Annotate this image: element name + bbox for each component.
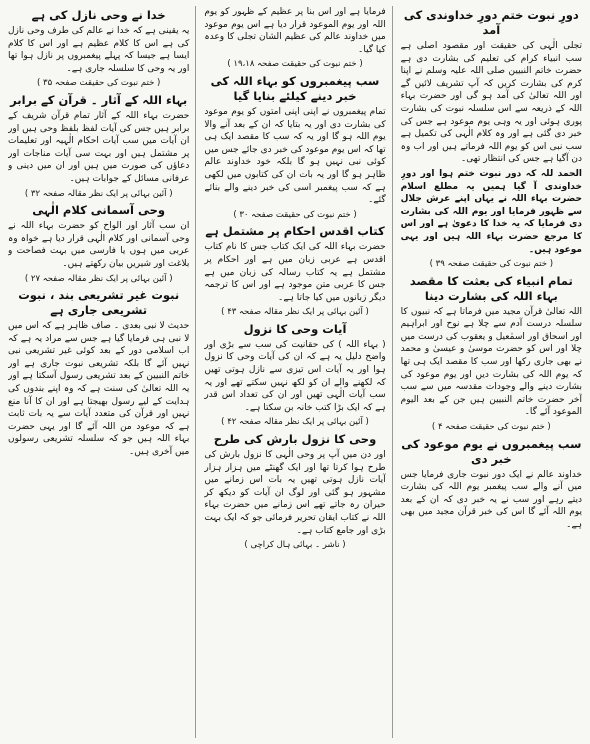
paragraph: تجلی الٰہی کی حقیقت اور مقصود اصلی ہے سب انبیاء کرام کی تعلیم کی بشارت دی ہے حضرت خاتم النبیین صلی اللہ علیہ وسلم نے اپنا کرم کی بشارت کریں کہ آپ تشریف لائیں گے اور اللہ تعالیٰ کی آمد ہو گی اور حضرت بہاء اللہ کے ذریعہ سے اس سلسلہ نبوت کی بشارت پوری ہوئی اور یہ وہی یوم موعود ہے جس کی خبر دی گئی ہے اور وہ کلام الٰہی کی تکمیل ہے سب نبی اس کو یوم اللہ فرماتے ہیں اور اب وہ دن آگیا ہے جس کی انتظار تھی۔ [400,41,582,165]
citation: ( آئین بہائی پر ایک نظر مقالہ صفحہ ۲۷ ) [24,273,173,284]
citation: ( ختم نبوت کی حقیقت صفحہ ۳۵ ) [36,78,161,89]
paragraph: الحمد للہ کہ دور نبوت ختم ہوا اور دورِ خداوندی آ گیا ہمیں یہ مطلع اسلام حضرت بہاء اللہ نے یہاں اپنے عرش جلال سے ظہور فرمایا اور یوم اللہ کی بشارت دی فرمایا کہ یہ خدا کا دعویٰ ہے اور اس کا مرجع حضرت بہاء اللہ ہیں اور یہی موعود ہیں۔ [400,168,582,255]
heading: خدا نے وحی نازل کی ہے [31,8,166,22]
heading: بہاء اللہ کے آثار ۔ قرآن کے برابر [10,92,188,107]
heading: سب پیغمبروں نے یوم موعود کی خبر دی [401,436,582,466]
paragraph: ( بہاء اللہ ) کی حقانیت کی سب سے بڑی اور واضح دلیل یہ ہے کہ ان کی آیات وحی کا نزول ہوا اور یہ آیات اس تیزی سے نازل ہوتی تھیں کہ لکھنے والے ان کو لکھ نہیں سکتے تھے اور یہ سب آیات الٰہی تھیں اور ان کی تعداد اس قدر ہے کہ ایک بڑا کتب خانہ بن سکتا ہے۔ [204,339,386,413]
heading: دورِ نبوت ختم دورِ خداوندی کی آمد [403,8,579,37]
paragraph: اللہ تعالیٰ قرآن مجید میں فرماتا ہے کہ نبیوں کا سلسلہ درست آدم سے چلا ہے نوح اور ابراہیم اور اسحاق اور اسمٰعیل و یعقوب کی درست میں چلا اور اس کو حضرت موسیٰ و عیسیٰ و محمد نے بھی جاری رکھا اور سب کا مقصد ایک ہی تھا کہ یوم اللہ کی بشارت دیں اور یوم موعود کی بشارت دینے والے وجودات مقدسہ میں سے سب آخر حضرت خاتم النبیین ہیں جن کے بعد الیوم الموعود آئے گا۔ [400,306,582,418]
column-right [401,6,582,738]
citation: ( ختم نبوت کی حقیقت صفحہ ۳۹ ) [429,259,554,270]
citation: ( ختم نبوت کی حقیقت صفحہ ۴ ) [431,422,551,433]
heading: نبوت غیر تشریعی بند ، نبوت تشریعی جاری ہے [18,288,180,318]
heading: سب پیغمبروں کو بہاء اللہ کی خبر دینے کیلئے بنایا گیا [210,73,380,103]
paragraph: فرمایا ہے اور اس بنا پر عظیم کے ظہور کو یوم اللہ اور یوم الموعود قرار دیا ہے اس یوم موعود میں خداوند عالم کی عظیم الشان تجلی کا وعدہ کیا گیا۔ [204,7,386,55]
citation: ( ناشر ۔ بہائی ہال کراچی ) [244,540,346,551]
heading: آیات وحی کا نزول [243,321,347,336]
heading: وحی کا نزول بارش کی طرح [213,432,377,447]
citation: ( آئین بہائی پر ایک نظر مقالہ صفحہ ۳۲ ) [24,188,173,199]
heading: وحی آسمانی کلام الٰہی [32,203,166,218]
paragraph: تمام پیغمبروں نے اپنی اپنی امتوں کو یوم موعود کی بشارت دی اور یہ بتایا کہ ان کے بعد آنے والا یوم اللہ ہو گا اور یہ کہ سب کا مقصد ایک ہی تھا کہ اس یوم موعود کی خبر دی جائے جس میں کوئی نبی نہیں ہو گا بلکہ خود خداوند عالم ظاہر ہو گا اور یہ بات ان کی کتابوں میں لکھی ہے کہ سب پیغمبر اسی کی خبر دینے والے بنائے گئے۔ [204,106,386,206]
citation: ( آئین بہائی پر ایک نظر مقالہ صفحہ ۴۳ ) [221,307,369,318]
paragraph: حدیث لا نبی بعدی ۔ صاف ظاہر ہے کہ اس میں لا نبی ہی فرمایا گیا ہے جس سے مراد یہ ہے کہ اب اسلامی دور کے بعد کوئی غیر تشریعی نبی نہیں آئے گا بلکہ تشریعی نبوت جاری ہے اور خاتم النبیین کے بعد تشریعی رسول آسکتا ہے اور یہ اللہ تعالیٰ کی سنت ہے کہ وہ اپنے بندوں کی ہدایت کے لیے رسول بھیجتا ہے اور ان کا آنا منع نہیں اور قرآن کی متعدد آیات سے یہ بات ثابت ہے کہ موعود من اللہ آئے گا اور یہی حضرت بہاء اللہ ہیں جو کہ سلسلہ تشریعی رسولوں میں آخری ہیں۔ [8,321,190,458]
citation: ( آئین بہائی پر ایک نظر مقالہ صفحہ ۴۲ ) [221,417,369,428]
paragraph: اور دن میں آپ پر وحی الٰہی کا نزول بارش کی طرح ہوا کرتا تھا اور ایک گھنٹے میں ہزار ہزار آیات نازل ہوتی تھیں یہ بات اس زمانے میں مشہور ہو گئی اور لوگ ان آیات کو دیکھ کر حیران رہ جاتے تھے اس زمانے میں حضرت بہاء اللہ نے کتاب ایقان تحریر فرمائی جو کہ ایک بہت بڑی اور جامع کتاب ہے۔ [204,450,386,536]
citation: ( ختم نبوت کی حقیقت صفحہ ۱۹،۱۸ ) [227,59,363,70]
paragraph: ان سب آثار اور الواح کو حضرت بہاء اللہ نے وحی آسمانی اور کلام الٰہی قرار دیا ہے خواہ وہ عربی میں ہوں یا فارسی میں بہت فصاحت و بلاغت اور شیریں بیان رکھتے ہیں۔ [8,221,190,269]
paragraph: یہ یقینی ہے کہ خدا نے عالم کی طرف وحی نازل کی ہے اس کا کلام عظیم ہے اور اس کا کلام ایسا ہے جیسا کہ پہلے پیغمبروں پر نازل ہوا تھا اور یہ وحی کا سلسلہ جاری ہے۔ [8,26,190,74]
heading: کتاب اقدس احکام پر مشتمل ہے [205,224,385,239]
paragraph: حضرت بہاء اللہ کی ایک کتاب جس کا نام کتاب اقدس ہے عربی زبان میں ہے اور احکام پر مشتمل ہے یہ کتاب رسالہ کی زبان میں ہے جس کا عربی متن موجود ہے اور اس کا ترجمہ دیگر زبانوں میں کیا جاتا ہے۔ [204,242,386,303]
column-left [8,6,196,738]
column-middle [204,6,392,738]
citation: ( ختم نبوت کی حقیقت صفحہ ۳۰ ) [233,209,357,220]
heading: تمام انبیاء کی بعثت کا مقصد بہاء اللہ کی بشارت دینا [409,273,573,303]
paragraph: خداوند عالم نے ایک دور نبوت جاری فرمایا جس میں آنے والے سب پیغمبر یوم اللہ کی بشارت دیتے رہے اور سب نے یہ خبر دی کہ ان کے بعد یوم اللہ آئے گا اس کی خبر قرآن مجید میں بھی ہے۔ [400,469,582,530]
paragraph: حضرت بہاء اللہ کے آثار تمام قرآن شریف کے برابر ہیں جس کی آیات لفظ بلفظ وحی ہیں اور ان آیات میں سب آیات احکام الٰہیہ اور تعلیمات پر مشتمل ہیں اور بہت سی آیات مناجات اور دعاؤں کی صورت میں ہیں اور ان میں دینی و عرفانی مسائل کے جوابات ہیں۔ [8,110,190,184]
